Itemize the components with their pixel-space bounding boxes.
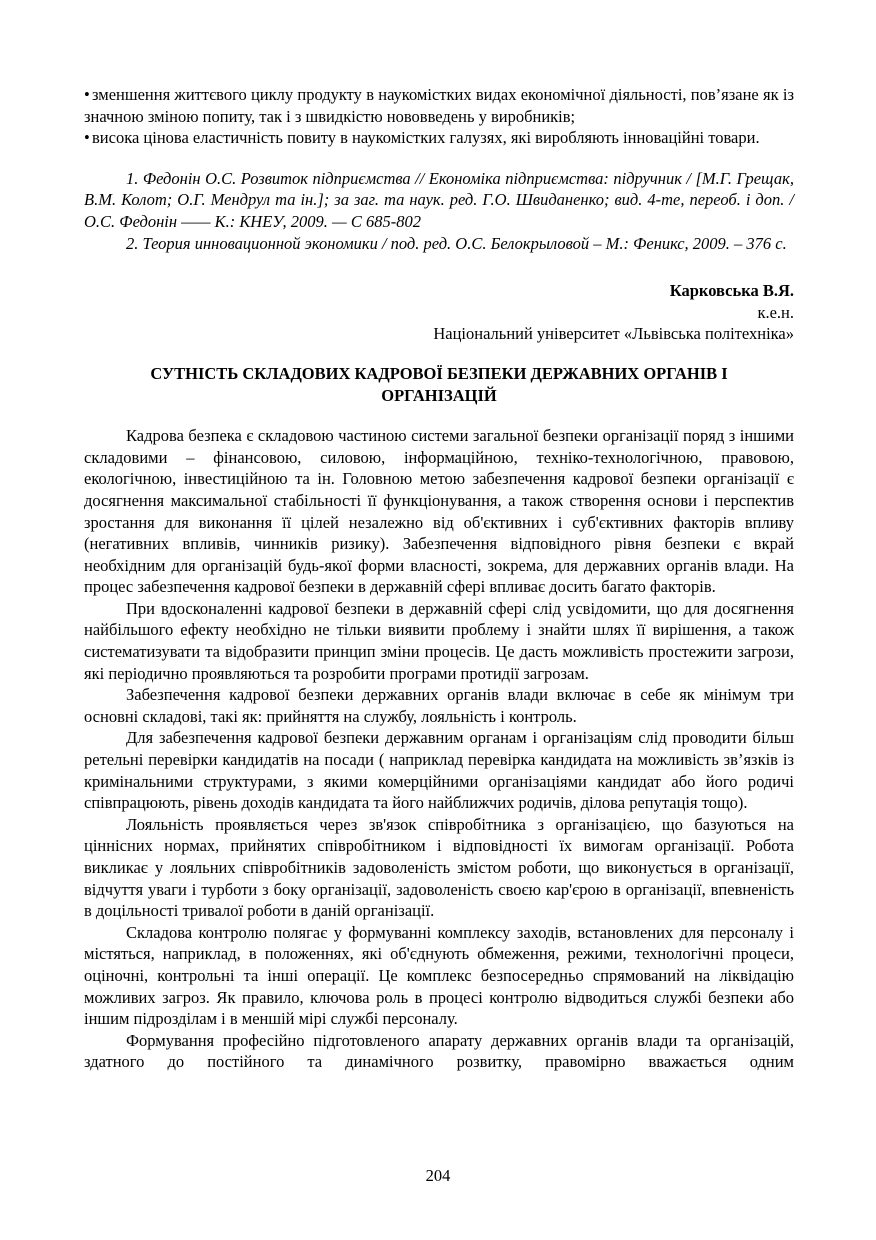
- bullet-icon: •: [84, 128, 90, 148]
- author-block: [84, 280, 794, 345]
- author-name: Карковська В.Я.: [669, 281, 794, 301]
- article-title-line-1: СУТНІСТЬ СКЛАДОВИХ КАДРОВОЇ БЕЗПЕКИ ДЕРЖАВНИХ ОРГАНІВ І: [150, 363, 728, 383]
- page-body: [84, 84, 794, 1073]
- paragraph-1: Кадрова безпека є складовою частиною системи загальної безпеки організації поряд з іншими складовими – фінансовою, силовою, інформаційною, техніко-технологічною, правовою, екологічною, інвестиційною та ін. Головною метою забезпечення кадрової безпеки організації є досягнення максимальної стабільності її функціонування, а також створення основи і перспектив зростання для виконання її цілей незалежно від об'єктивних і суб'єктивних факторів впливу (негативних впливів, чинників ризику). Забезпечення відповідного рівня безпеки є вкрай необхідним для організацій будь-якої форми власності, зокрема, для державних органів влади. На процес забезпечення кадрової безпеки в державній сфері впливає досить багато факторів.: [84, 426, 794, 597]
- bullet-item-1: [84, 84, 794, 127]
- paragraph-7: Формування професійно підготовленого апарату державних органів влади та організацій, здатного до постійного та динамічного розвитку, правомірно вважається одним: [84, 1030, 794, 1072]
- bullet-text: зменшення життєвого циклу продукту в наукомістких видах економічної діяльності, пов’язане як із значною зміною попиту, так і з швидкістю нововведень у виробників;: [84, 85, 794, 126]
- paragraph-6: Складова контролю полягає у формуванні комплексу заходів, встановлених для персоналу і містяться, наприклад, в положеннях, які об'єднують обмеження, режими, технологічні процеси, оціночні, контрольні та інші операції. Це комплекс безпосередньо спрямований на ліквідацію можливих загроз. Як правило, ключова роль в процесі контролю відводиться службі безпеки або іншим підрозділам і в меншій мірі службі персоналу.: [84, 922, 794, 1029]
- references-list: [84, 168, 794, 254]
- reference-item-2: 2. Теория инновационной экономики / под. ред. О.С. Белокрыловой – М.: Феникс, 2009. – 376 с.: [126, 233, 787, 253]
- bullet-text: висока цінова еластичність повиту в наукомістких галузях, які виробляють інноваційні товари.: [92, 128, 760, 148]
- page-number: 204: [425, 1166, 451, 1185]
- article-title-line-2: ОРГАНІЗАЦІЙ: [381, 385, 497, 405]
- paragraph-5: Лояльність проявляється через зв'язок співробітника з організацією, що базуються на ціннісних нормах, прийнятих співробітником і відповідності їх вимогам організації. Робота викликає у лояльних співробітників задоволеність змістом роботи, що виконується в організації, відчуття уваги і турботи з боку організації, задоволеність своєю кар'єрою в організації, впевненість в доцільності тривалої роботи в даній організації.: [84, 814, 794, 921]
- bullet-icon: •: [84, 85, 90, 104]
- article-title: [84, 363, 794, 406]
- reference-item-1: 1. Федонін О.С. Розвиток підприємства // Економіка підприємства: підручник / [М.Г. Грещак, В.М. Колот; О.Г. Мендрул та ін.]; за заг. та наук. ред. Г.О. Швиданенко; вид. 4-те, переоб. і доп. / О.С. Федонін —— К.: КНЕУ, 2009. — С 685-802: [84, 168, 794, 231]
- bullet-item-2: [84, 127, 794, 149]
- paragraph-4: Для забезпечення кадрової безпеки державним органам і організаціям слід проводити більш ретельні перевірки кандидатів на посади ( наприклад перевірка кандидата на можливість зв’язків із кримінальними структурами, з якими комерційними організаціями кандидат або його родичі співпрацюють, рівень доходів кандидата та його найближчих родичів, ділова репутація тощо).: [84, 728, 794, 813]
- paragraph-2: При вдосконаленні кадрової безпеки в державній сфері слід усвідомити, що для досягнення найбільшого ефекту необхідно не тільки виявити проблему і знайти шлях її вирішення, а також систематизувати та відобразити принцип зміни процесів. Це дасть можливість простежити загрози, які періодично проявляються та розробити програми протидії загрозам.: [84, 598, 794, 683]
- paragraph-3: Забезпечення кадрової безпеки державних органів влади включає в себе як мінімум три основні складові, такі як: прийняття на службу, лояльність і контроль.: [84, 685, 794, 726]
- author-degree: к.е.н.: [757, 302, 794, 322]
- author-affiliation: Національний університет «Львівська політехніка»: [433, 324, 794, 344]
